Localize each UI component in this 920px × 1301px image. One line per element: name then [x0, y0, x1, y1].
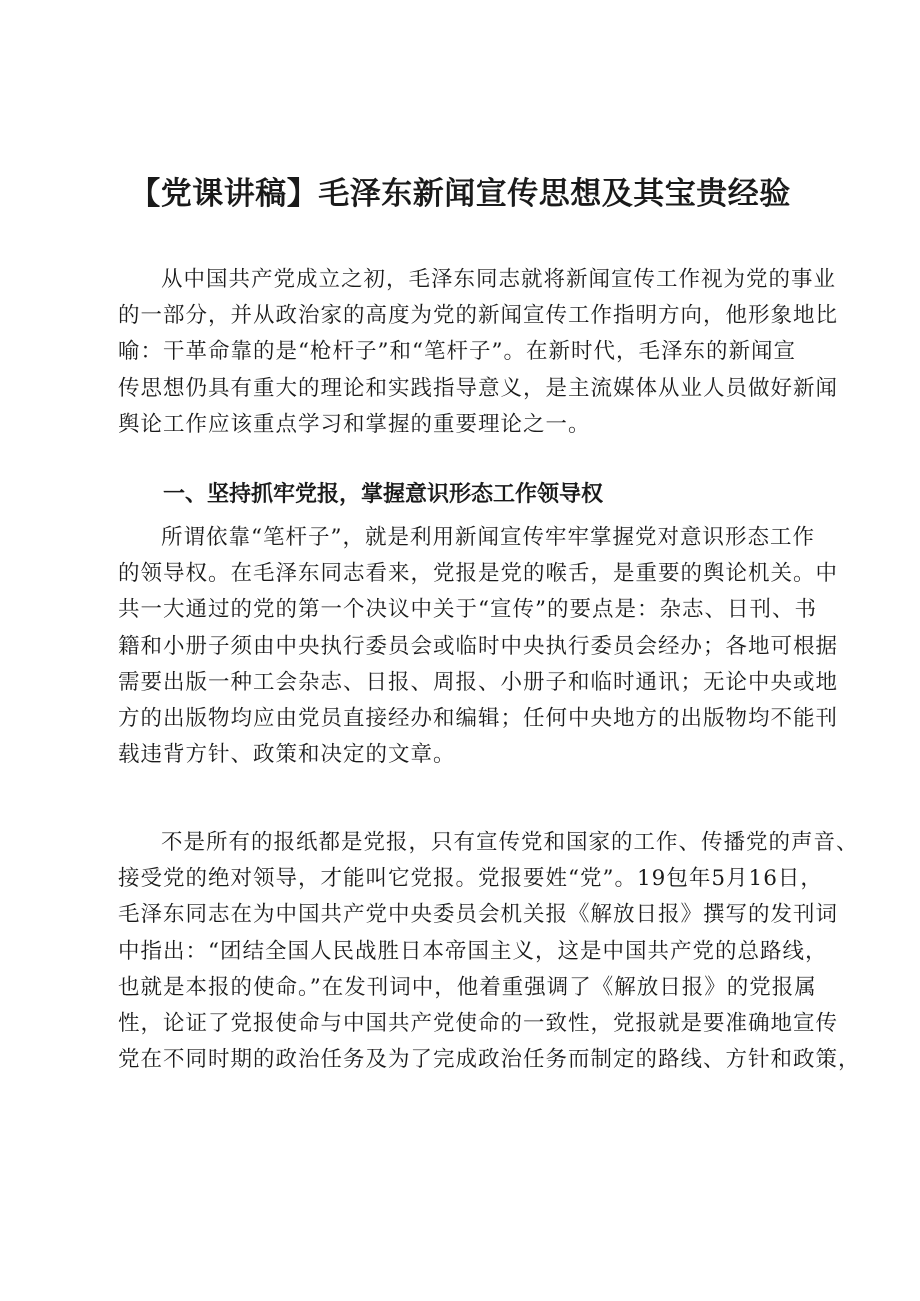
paragraph-2	[118, 520, 839, 773]
paragraph-line: 中指出：“团结全国人民战胜日本帝国主义，这是中国共产党的总路线，	[118, 938, 828, 964]
paragraph-line: 载违背方针、政策和决定的文章。	[118, 742, 456, 768]
paragraph-line: 不是所有的报纸都是党报，只有宣传党和国家的工作、传播党的声音、	[161, 830, 859, 855]
paragraph-line: 党在不同时期的政治任务及为了完成政治任务而制定的路线、方针和政策，	[118, 1047, 861, 1073]
paragraph-1	[118, 262, 839, 443]
paragraph-line: 传思想仍具有重大的理论和实践指导意义，是主流媒体从业人员做好新闻	[118, 375, 839, 401]
paragraph-line: 喻：干革命靠的是“枪杆子”和“笔杆子”。在新时代，毛泽东的新闻宣	[118, 339, 796, 365]
paragraph-line: 共一大通过的党的第一个决议中关于“宣传”的要点是：杂志、日刊、书	[118, 597, 817, 623]
paragraph-line: 的一部分，并从政治家的高度为党的新闻宣传工作指明方向，他形象地比	[118, 303, 839, 329]
paragraph-line: 方的出版物均应由党员直接经办和编辑；任何中央地方的出版物均不能刊	[118, 705, 839, 731]
document-title: 【党课讲稿】毛泽东新闻宣传思想及其宝贵经验	[129, 176, 791, 212]
paragraph-line: 性，论证了党报使命与中国共产党使命的一致性，党报就是要准确地宣传	[118, 1010, 839, 1036]
paragraph-3	[118, 825, 861, 1078]
paragraph-line: 舆论工作应该重点学习和掌握的重要理论之一。	[118, 411, 591, 437]
paragraph-line: 从中国共产党成立之初，毛泽东同志就将新闻宣传工作视为党的事业	[161, 267, 837, 292]
paragraph-line: 籍和小册子须由中央执行委员会或临时中央执行委员会经办；各地可根据	[118, 633, 839, 659]
paragraph-line: 需要出版一种工会杂志、日报、周报、小册子和临时通讯；无论中央或地	[118, 669, 839, 695]
section-heading: 一、坚持抓牢党报，掌握意识形态工作领导权	[163, 482, 604, 507]
paragraph-line: 的领导权。在毛泽东同志看来，党报是党的喉舌，是重要的舆论机关。中	[118, 561, 839, 587]
paragraph-line: 接受党的绝对领导，才能叫它党报。党报要姓“党”。19包年5月16日，	[118, 866, 823, 892]
paragraph-line: 也就是本报的使命。”在发刊词中，他着重强调了《解放日报》的党报属	[118, 974, 817, 1000]
paragraph-line: 所谓依靠“笔杆子”，就是利用新闻宣传牢牢掌握党对意识形态工作	[161, 525, 815, 550]
paragraph-line: 毛泽东同志在为中国共产党中央委员会机关报《解放日报》撰写的发刊词	[118, 902, 839, 928]
